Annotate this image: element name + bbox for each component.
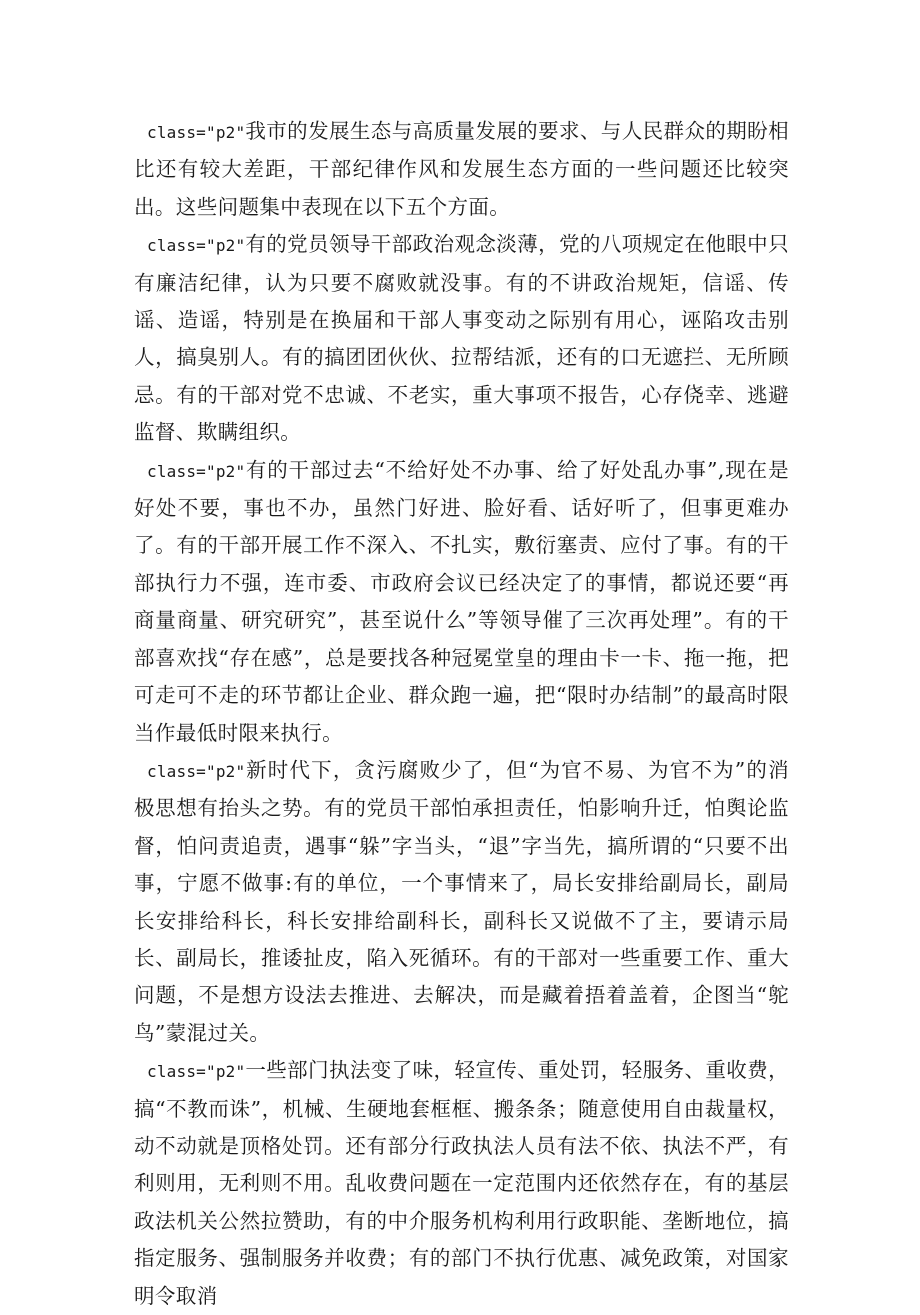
paragraph-4 [134, 752, 789, 1052]
paragraph-prefix: class="p2" [147, 761, 246, 781]
paragraph-1 [134, 113, 789, 226]
paragraph-prefix: class="p2" [147, 236, 246, 256]
document-body [134, 113, 789, 1315]
paragraph-prefix: class="p2" [147, 123, 246, 142]
paragraph-5 [134, 1052, 789, 1315]
paragraph-text: 有的党员领导干部政治观念淡薄，党的八项规定在他眼中只有廉洁纪律，认为只要不腐败就没事。有的不讲政治规矩，信谣、传谣、造谣，特别是在换届和干部人事变动之际别有用心，诬陷攻击别人，搞臭别人。有的搞团团伙伙、拉帮结派，还有的口无遮拦、无所顾忌。有的干部对党不忠诚、不老实，重大事项不报告，心存侥幸、逃避监督、欺瞒组织。 [134, 232, 789, 445]
paragraph-3 [134, 452, 789, 752]
paragraph-prefix: class="p2" [147, 1062, 246, 1082]
paragraph-text: 一些部门执法变了味，轻宣传、重处罚，轻服务、重收费，搞“不教而诛”，机械、生硬地套框框、搬条条；随意使用自由裁量权，动不动就是顶格处罚。还有部分行政执法人员有法不依、执法不严，有利则用，无利则不用。乱收费问题在一定范围内还依然存在，有的基层政法机关公然拉赞助，有的中介服务机构利用行政职能、垄断地位，搞指定服务、强制服务并收费；有的部门不执行优惠、减免政策，对国家明令取消 [134, 1058, 789, 1308]
paragraph-2 [134, 226, 789, 451]
paragraph-text: 我市的发展生态与高质量发展的要求、与人民群众的期盼相比还有较大差距，干部纪律作风和发展生态方面的一些问题还比较突出。这些问题集中表现在以下五个方面。 [134, 119, 789, 219]
paragraph-prefix: class="p2" [147, 461, 246, 481]
paragraph-text: 有的干部过去“不给好处不办事、给了好处乱办事”,现在是好处不要，事也不办，虽然门好进、脸好看、话好听了，但事更难办了。有的干部开展工作不深入、不扎实，敷衍塞责、应付了事。有的干部执行力不强，连市委、市政府会议已经决定了的事情，都说还要“再商量商量、研究研究”，甚至说什么”等领导催了三次再处理”。有的干部喜欢找“存在感”，总是要找各种冠冕堂皇的理由卡一卡、拖一拖，把可走可不走的环节都让企业、群众跑一遍，把“限时办结制”的最高时限当作最低时限来执行。 [134, 457, 789, 745]
paragraph-text: 新时代下，贪污腐败少了，但“为官不易、为官不为”的消极思想有抬头之势。有的党员干部怕承担责任，怕影响升迁，怕舆论监督，怕问责追责，遇事“躲”字当头，“退”字当先，搞所谓的“只要不出事，宁愿不做事:有的单位，一个事情来了，局长安排给副局长，副局长安排给科长，科长安排给副科长，副科长又说做不了主，要请示局长、副局长，推诿扯皮，陷入死循环。有的干部对一些重要工作、重大问题，不是想方设法去推进、去解决，而是藏着捂着盖着，企图当“鸵鸟”蒙混过关。 [134, 757, 789, 1045]
